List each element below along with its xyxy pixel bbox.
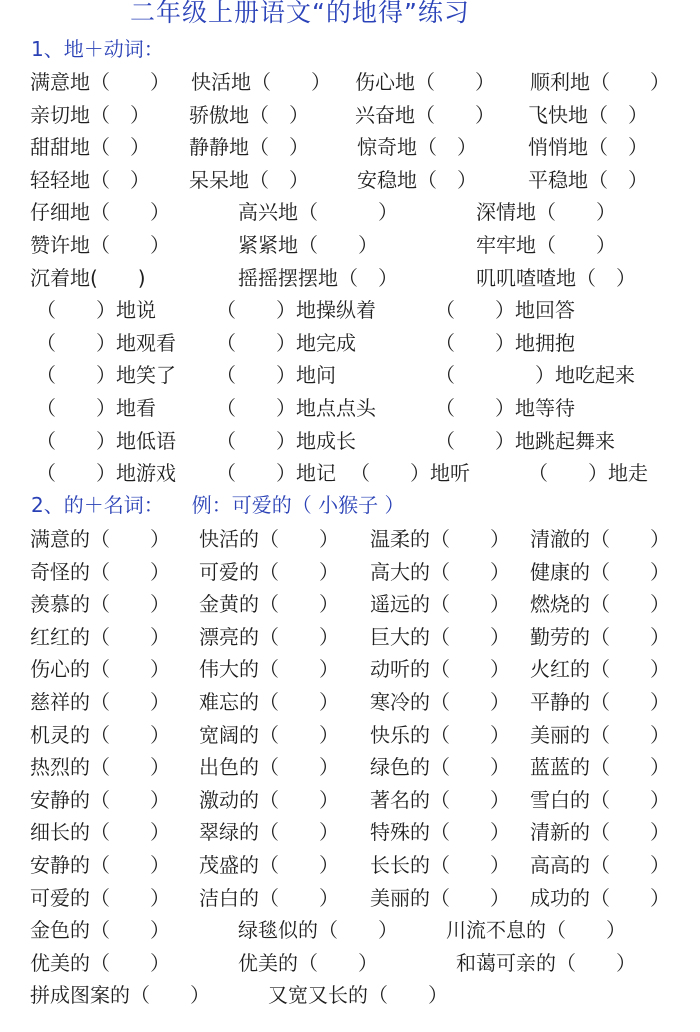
exercise-item: （ ）地看	[36, 395, 156, 420]
exercise-item: 安静的（ ）	[30, 852, 170, 877]
exercise-row	[0, 588, 700, 621]
exercise-item: 仔细地（ ）	[30, 200, 170, 225]
exercise-item: 火红的（ ）	[530, 657, 670, 682]
section1-exercises	[0, 66, 700, 490]
exercise-item: 优美的（ ）	[30, 950, 170, 975]
exercise-item: 激动的（ ）	[199, 787, 339, 812]
exercise-row	[0, 131, 700, 164]
exercise-item: 出色的（ ）	[199, 755, 339, 780]
exercise-row	[0, 99, 700, 132]
exercise-item: 平稳地（ ）	[528, 167, 648, 192]
exercise-item: 赞许地（ ）	[30, 232, 170, 257]
exercise-row	[0, 784, 700, 817]
exercise-item: 遥远的（ ）	[370, 592, 510, 617]
exercise-item: 伤心地（ ）	[355, 70, 495, 94]
exercise-item: 巨大的（ ）	[370, 624, 510, 649]
exercise-row	[0, 294, 700, 327]
exercise-row	[0, 66, 700, 99]
exercise-item: 骄傲地（ ）	[189, 102, 309, 127]
exercise-item: （ ）地问	[216, 363, 336, 388]
exercise-item: 细长的（ ）	[30, 820, 170, 845]
exercise-row	[0, 653, 700, 686]
exercise-item: 蓝蓝的（ ）	[530, 755, 670, 780]
exercise-item: （ ）地观看	[36, 330, 176, 355]
exercise-item: 快活地（ ）	[191, 70, 331, 94]
exercise-item: 金黄的（ ）	[199, 592, 339, 617]
exercise-row	[0, 816, 700, 849]
exercise-item: 燃烧的（ ）	[530, 592, 670, 617]
exercise-item: 雪白的（ ）	[530, 787, 670, 812]
exercise-item: （ ）地笑了	[36, 363, 176, 388]
exercise-item: 特殊的（ ）	[370, 820, 510, 845]
section2-example: 例：可爱的（ 小猴子 ）	[191, 493, 405, 517]
exercise-item: 兴奋地（ ）	[355, 102, 495, 127]
exercise-item: 悄悄地（ ）	[528, 135, 648, 160]
exercise-item: 机灵的（ ）	[30, 722, 170, 747]
section2-exercises	[0, 523, 700, 1012]
exercise-item: （ ）地点点头	[216, 395, 376, 420]
exercise-item: 金色的（ ）	[30, 918, 170, 943]
exercise-item: （ ）地走	[528, 461, 648, 486]
exercise-item: 羡慕的（ ）	[30, 592, 170, 617]
exercise-item: 成功的（ ）	[530, 885, 670, 910]
exercise-item: 勤劳的（ ）	[530, 624, 670, 649]
exercise-item: 高大的（ ）	[370, 559, 510, 584]
exercise-row	[0, 457, 700, 490]
exercise-row	[0, 425, 700, 458]
exercise-item: 优美的（ ）	[238, 950, 378, 975]
worksheet-title: 二年级上册语文“的地得”练习	[130, 0, 470, 27]
exercise-item: （ ）地完成	[216, 330, 356, 355]
exercise-item: 深情地（ ）	[476, 200, 616, 225]
exercise-row	[0, 523, 700, 556]
exercise-item: 慈祥的（ ）	[30, 689, 170, 714]
exercise-item: 美丽的（ ）	[530, 722, 670, 747]
exercise-item: 惊奇地（ ）	[357, 135, 477, 160]
exercise-item: 摇摇摆摆地（ ）	[238, 265, 398, 290]
exercise-item: 和蔼可亲的（ ）	[456, 950, 636, 975]
exercise-item: （ ）地游戏	[36, 461, 176, 486]
exercise-item: 绿色的（ ）	[370, 755, 510, 780]
exercise-item: 亲切地（ ）	[30, 102, 150, 127]
exercise-item: 甜甜地（ ）	[30, 135, 150, 160]
exercise-item: 伟大的（ ）	[199, 657, 339, 682]
exercise-item: 安静的（ ）	[30, 787, 170, 812]
exercise-row	[0, 262, 700, 295]
exercise-item: 满意的（ ）	[30, 527, 170, 551]
exercise-row	[0, 164, 700, 197]
exercise-item: （ ）地拥抱	[435, 330, 575, 355]
exercise-item: 平静的（ ）	[530, 689, 670, 714]
exercise-item: 健康的（ ）	[530, 559, 670, 584]
exercise-item: 高兴地（ ）	[238, 200, 398, 225]
exercise-item: （ ）地回答	[435, 298, 575, 323]
exercise-item: 奇怪的（ ）	[30, 559, 170, 584]
exercise-item: （ ）地低语	[36, 428, 176, 453]
exercise-item: 伤心的（ ）	[30, 657, 170, 682]
exercise-row	[0, 686, 700, 719]
exercise-item: 又宽又长的（ ）	[268, 983, 448, 1008]
exercise-item: 动听的（ ）	[370, 657, 510, 682]
exercise-item: 拼成图案的（ ）	[30, 983, 210, 1008]
section1-heading: 1、地＋动词：	[31, 37, 164, 61]
exercise-item: 轻轻地（ ）	[30, 167, 150, 192]
exercise-row	[0, 914, 700, 947]
exercise-item: （ ）地记	[216, 461, 336, 486]
exercise-item: 难忘的（ ）	[199, 689, 339, 714]
exercise-item: 可爱的（ ）	[199, 559, 339, 584]
exercise-item: 美丽的（ ）	[370, 885, 510, 910]
exercise-item: 著名的（ ）	[370, 787, 510, 812]
exercise-item: 宽阔的（ ）	[199, 722, 339, 747]
exercise-item: 清澈的（ ）	[530, 527, 670, 551]
exercise-item: 热烈的（ ）	[30, 755, 170, 780]
exercise-row	[0, 621, 700, 654]
exercise-item: 满意地（ ）	[30, 70, 170, 94]
exercise-row	[0, 882, 700, 915]
exercise-row	[0, 327, 700, 360]
exercise-item: 洁白的（ ）	[199, 885, 339, 910]
exercise-row	[0, 979, 700, 1012]
exercise-item: 顺利地（ ）	[530, 70, 670, 94]
exercise-row	[0, 556, 700, 589]
exercise-item: 静静地（ ）	[189, 135, 309, 160]
exercise-item: 安稳地（ ）	[357, 167, 477, 192]
exercise-item: （ ）地成长	[216, 428, 356, 453]
exercise-item: 快乐的（ ）	[370, 722, 510, 747]
exercise-item: 红红的（ ）	[30, 624, 170, 649]
exercise-item: （ ）地等待	[435, 395, 575, 420]
exercise-item: 绿毯似的（ ）	[238, 918, 398, 943]
exercise-row	[0, 229, 700, 262]
exercise-item: 寒冷的（ ）	[370, 689, 510, 714]
exercise-item: 快活的（ ）	[199, 527, 339, 551]
exercise-row	[0, 849, 700, 882]
exercise-row	[0, 947, 700, 980]
exercise-item: 川流不息的（ ）	[446, 918, 626, 943]
exercise-row	[0, 196, 700, 229]
section2-heading-label: 2、的＋名词：	[31, 493, 164, 517]
exercise-item: 叽叽喳喳地（ ）	[476, 265, 636, 290]
exercise-item: 高高的（ ）	[530, 852, 670, 877]
exercise-item: 可爱的（ ）	[30, 885, 170, 910]
exercise-row	[0, 719, 700, 752]
exercise-item: 长长的（ ）	[370, 852, 510, 877]
exercise-row	[0, 359, 700, 392]
exercise-item: 飞快地（ ）	[528, 102, 648, 127]
exercise-item: （ ）地操纵着	[216, 298, 376, 323]
exercise-item: 牢牢地（ ）	[476, 232, 616, 257]
exercise-row	[0, 751, 700, 784]
exercise-item: 茂盛的（ ）	[199, 852, 339, 877]
exercise-item: 清新的（ ）	[530, 820, 670, 845]
exercise-item: 沉着地( )	[30, 265, 146, 290]
exercise-item: 漂亮的（ ）	[199, 624, 339, 649]
exercise-item: 翠绿的（ ）	[199, 820, 339, 845]
exercise-item: （ ）地听	[350, 461, 470, 486]
section2-heading	[31, 491, 404, 519]
exercise-item: （ ）地吃起来	[435, 363, 635, 388]
exercise-item: 呆呆地（ ）	[189, 167, 309, 192]
exercise-item: （ ）地跳起舞来	[435, 428, 615, 453]
exercise-row	[0, 392, 700, 425]
exercise-item: 温柔的（ ）	[370, 527, 510, 551]
exercise-item: （ ）地说	[36, 298, 156, 323]
exercise-item: 紧紧地（ ）	[238, 232, 378, 257]
